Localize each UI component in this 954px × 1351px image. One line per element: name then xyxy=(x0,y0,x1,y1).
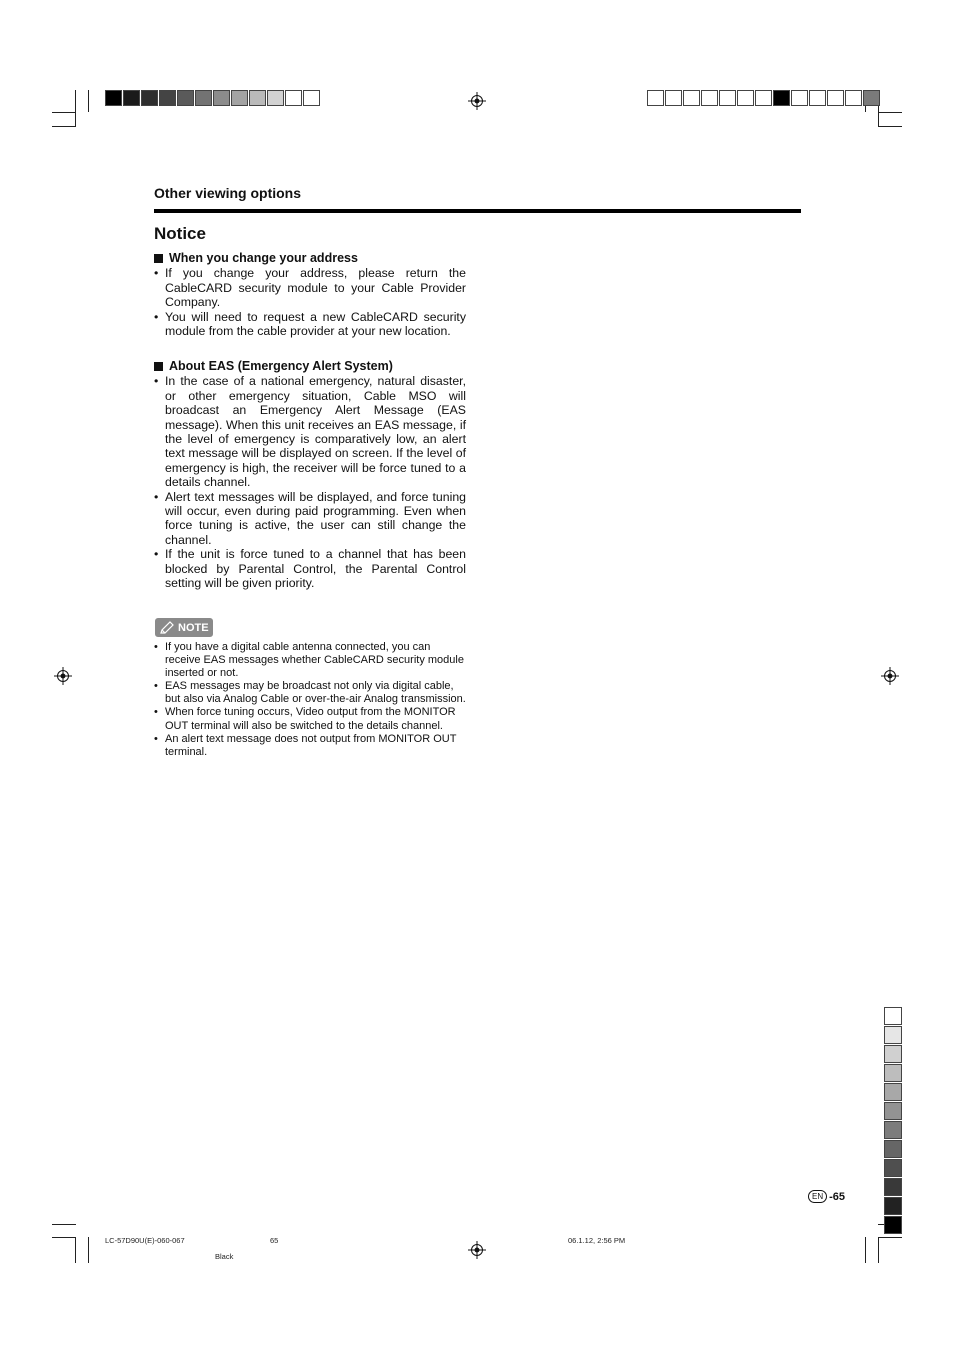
list-item: • If you change your address, please return the CableCARD security module to your Cable Provider Company. xyxy=(154,266,466,309)
crop-mark-top-left-h xyxy=(52,126,76,127)
page-number xyxy=(808,1190,845,1203)
color-swatch xyxy=(249,90,266,106)
registration-mark-left-icon xyxy=(54,667,72,685)
page-number-text: -65 xyxy=(829,1190,846,1203)
color-swatch xyxy=(303,90,320,106)
color-swatch xyxy=(884,1102,902,1120)
crop-mark-top-left-v2 xyxy=(88,90,89,112)
color-swatch xyxy=(773,90,790,106)
crop-mark-top-left-h2 xyxy=(52,112,76,113)
color-swatch xyxy=(105,90,122,106)
color-swatch xyxy=(159,90,176,106)
color-swatch xyxy=(213,90,230,106)
registration-mark-top-icon xyxy=(468,92,486,110)
crop-mark-bottom-left-v2 xyxy=(88,1237,89,1263)
color-swatch xyxy=(737,90,754,106)
list-item: • Alert text messages will be displayed, and force tuning will occur, even during paid programming. Even when force tuning is active, the user can still change the channel. xyxy=(154,490,466,548)
color-swatch xyxy=(884,1064,902,1082)
note-label: NOTE xyxy=(178,621,209,634)
list-item: • You will need to request a new CableCARD security module from the cable provider at your new location. xyxy=(154,310,466,339)
section-heading-text: When you change your address xyxy=(169,251,358,265)
list-item: • EAS messages may be broadcast not only via digital cable, but also via Analog Cable or over-the-air Analog transmission. xyxy=(154,680,466,706)
list-item: • When force tuning occurs, Video output from the MONITOR OUT terminal will also be switched to the details channel. xyxy=(154,706,466,732)
page-title: Notice xyxy=(154,224,206,243)
color-swatch xyxy=(123,90,140,106)
color-swatch xyxy=(884,1197,902,1215)
color-swatch xyxy=(791,90,808,106)
footer-model: LC-57D90U(E)-060-067 xyxy=(105,1236,185,1245)
registration-mark-right-icon xyxy=(881,667,899,685)
list-item: • If you have a digital cable antenna connected, you can receive EAS messages whether CableCARD security module inserted or not. xyxy=(154,641,466,680)
color-swatch xyxy=(884,1140,902,1158)
color-swatch xyxy=(827,90,844,106)
color-swatch xyxy=(884,1159,902,1177)
section-label: Other viewing options xyxy=(154,185,302,201)
color-swatch xyxy=(285,90,302,106)
color-swatch xyxy=(267,90,284,106)
color-swatch xyxy=(863,90,880,106)
color-swatch xyxy=(231,90,248,106)
registration-mark-bottom-icon xyxy=(468,1241,486,1259)
color-swatch xyxy=(701,90,718,106)
color-swatch xyxy=(719,90,736,106)
color-swatch xyxy=(884,1026,902,1044)
color-swatch xyxy=(683,90,700,106)
top-right-swatch-bar xyxy=(647,90,881,106)
square-bullet-icon xyxy=(154,362,163,371)
color-swatch xyxy=(141,90,158,106)
crop-mark-top-right-h2 xyxy=(878,112,902,113)
list-item: • In the case of a national emergency, natural disaster, or other emergency situation, Cable MSO will broadcast an Emergency Alert Message (EAS message). When this unit receives an EAS message, if the level of emergency is comparatively low, an alert text message will be displayed on screen. If the level of emergency is high, the receiver will be force tuned to a details channel. xyxy=(154,374,466,489)
color-swatch xyxy=(884,1045,902,1063)
bullet-list xyxy=(154,374,466,590)
color-swatch xyxy=(647,90,664,106)
color-swatch xyxy=(177,90,194,106)
side-swatch-bar xyxy=(884,1007,902,1235)
section-heading xyxy=(154,251,466,265)
crop-mark-top-right-h xyxy=(878,126,902,127)
crop-mark-bottom-left-v xyxy=(75,1237,76,1263)
color-swatch xyxy=(884,1216,902,1234)
color-swatch xyxy=(665,90,682,106)
crop-mark-bottom-left-h xyxy=(52,1224,76,1225)
top-left-swatch-bar xyxy=(105,90,321,106)
list-item: • If the unit is force tuned to a channel that has been blocked by Parental Control, the Parental Control setting will be given priority. xyxy=(154,547,466,590)
footer-color-label: Black xyxy=(215,1252,234,1261)
crop-mark-bottom-right-v2 xyxy=(865,1237,866,1263)
color-swatch xyxy=(884,1007,902,1025)
header-rule xyxy=(154,209,801,213)
pencil-icon xyxy=(159,621,175,635)
section-heading-text: About EAS (Emergency Alert System) xyxy=(169,359,393,373)
footer-datetime: 06.1.12, 2:56 PM xyxy=(568,1236,626,1245)
section-heading xyxy=(154,359,466,373)
color-swatch xyxy=(884,1121,902,1139)
section-change-address xyxy=(154,251,466,338)
bullet-list xyxy=(154,266,466,338)
crop-mark-bottom-left-h2 xyxy=(52,1237,76,1238)
color-swatch xyxy=(755,90,772,106)
color-swatch xyxy=(884,1178,902,1196)
note-list xyxy=(154,640,466,759)
color-swatch xyxy=(195,90,212,106)
crop-mark-top-left-v xyxy=(75,90,76,127)
language-badge: EN xyxy=(808,1190,827,1203)
crop-mark-bottom-right-h2 xyxy=(878,1237,902,1238)
note-badge xyxy=(155,618,213,637)
color-swatch xyxy=(884,1083,902,1101)
color-swatch xyxy=(845,90,862,106)
section-eas xyxy=(154,359,466,591)
square-bullet-icon xyxy=(154,254,163,263)
footer-page: 65 xyxy=(270,1236,279,1245)
crop-mark-bottom-right-v xyxy=(878,1237,879,1263)
color-swatch xyxy=(809,90,826,106)
list-item: • An alert text message does not output from MONITOR OUT terminal. xyxy=(154,733,466,759)
